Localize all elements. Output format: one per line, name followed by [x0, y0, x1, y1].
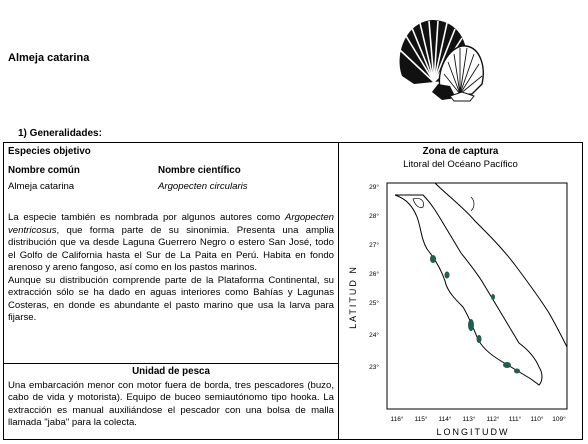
lon-tick-label: 116°	[390, 416, 404, 423]
catch-area-marker	[430, 255, 436, 263]
synonym-name: Argopecten ventricosus	[8, 212, 334, 236]
capture-zone-header: Zona de captura	[422, 146, 499, 157]
generalities-table	[3, 142, 583, 440]
catch-area-marker	[491, 294, 495, 300]
lon-tick-label: 115°	[414, 416, 428, 423]
lat-tick-label: 24°	[369, 332, 379, 339]
capture-zone-map	[348, 177, 573, 439]
catch-area-marker	[445, 272, 450, 279]
scientific-name-label: Nombre científico	[158, 165, 241, 176]
map-x-axis-label: LONGITUDW	[436, 427, 510, 437]
fishing-unit-cell	[4, 364, 338, 440]
lat-tick-label: 25°	[369, 300, 379, 307]
map-y-axis-label: LATITUD N	[348, 265, 358, 329]
description-paragraph-2: Aunque su distribución comprende parte de la Plataforma Continental, su extracción sólo se ha dado en aguas interiores como Bahías y Lagunas Costeras, en donde es abundante el pasto marino que usa la larva para fijarse.	[8, 274, 334, 323]
scientific-name: Argopecten circularis	[158, 181, 248, 192]
lon-tick-label: 113°	[462, 416, 476, 423]
description-paragraph-1	[8, 212, 334, 275]
catch-area-marker	[503, 362, 511, 368]
common-name-label: Nombre común	[8, 165, 80, 176]
species-cell	[4, 143, 338, 363]
catch-area-marker	[514, 369, 520, 374]
species-description	[8, 212, 334, 325]
lat-tick-label: 29°	[369, 184, 379, 191]
document-title: Almeja catarina	[8, 52, 90, 64]
lon-tick-label: 114°	[438, 416, 452, 423]
section-title: 1) Generalidades:	[18, 128, 102, 139]
lon-tick-label: 110°	[530, 416, 544, 423]
lat-tick-label: 28°	[369, 213, 379, 220]
lat-tick-label: 26°	[369, 271, 379, 278]
lat-tick-label: 27°	[369, 242, 379, 249]
capture-zone-cell	[339, 143, 582, 439]
description-text: La especie también es nombrada por algunos autores como	[8, 212, 285, 223]
lon-tick-label: 109°	[552, 416, 566, 423]
catch-area-marker	[477, 335, 482, 343]
species-header: Especies objetivo	[8, 146, 91, 157]
lat-tick-label: 23°	[369, 364, 379, 371]
fishing-unit-text: Una embarcación menor con motor fuera de borda, tres pescadores (buzo, cabo de vida y motorista). Equipo de buceo semiautónomo tipo hooka. La extracción es manual auxiliándose el pescador con una bolsa de malla llamada "jaba" para la colecta.	[8, 379, 334, 428]
lon-tick-label: 112°	[486, 416, 500, 423]
lon-tick-label: 111°	[508, 416, 522, 423]
fishing-unit-header: Unidad de pesca	[132, 366, 210, 377]
description-text: , que forma parte de su sinonimia. Presenta una amplia distribución que va desde Laguna Guerrero Negro o estero San José, todo el Golfo de California hasta el Sur de La Paita en Perú. Habita en fondo arenoso y areno fangoso, así como en los pastos marinos.	[8, 224, 334, 273]
catch-area-marker	[468, 319, 474, 331]
capture-zone-subtitle: Litoral del Océano Pacífico	[403, 159, 518, 170]
common-name: Almeja catarina	[8, 181, 75, 192]
scallop-shell-logo	[392, 14, 488, 102]
